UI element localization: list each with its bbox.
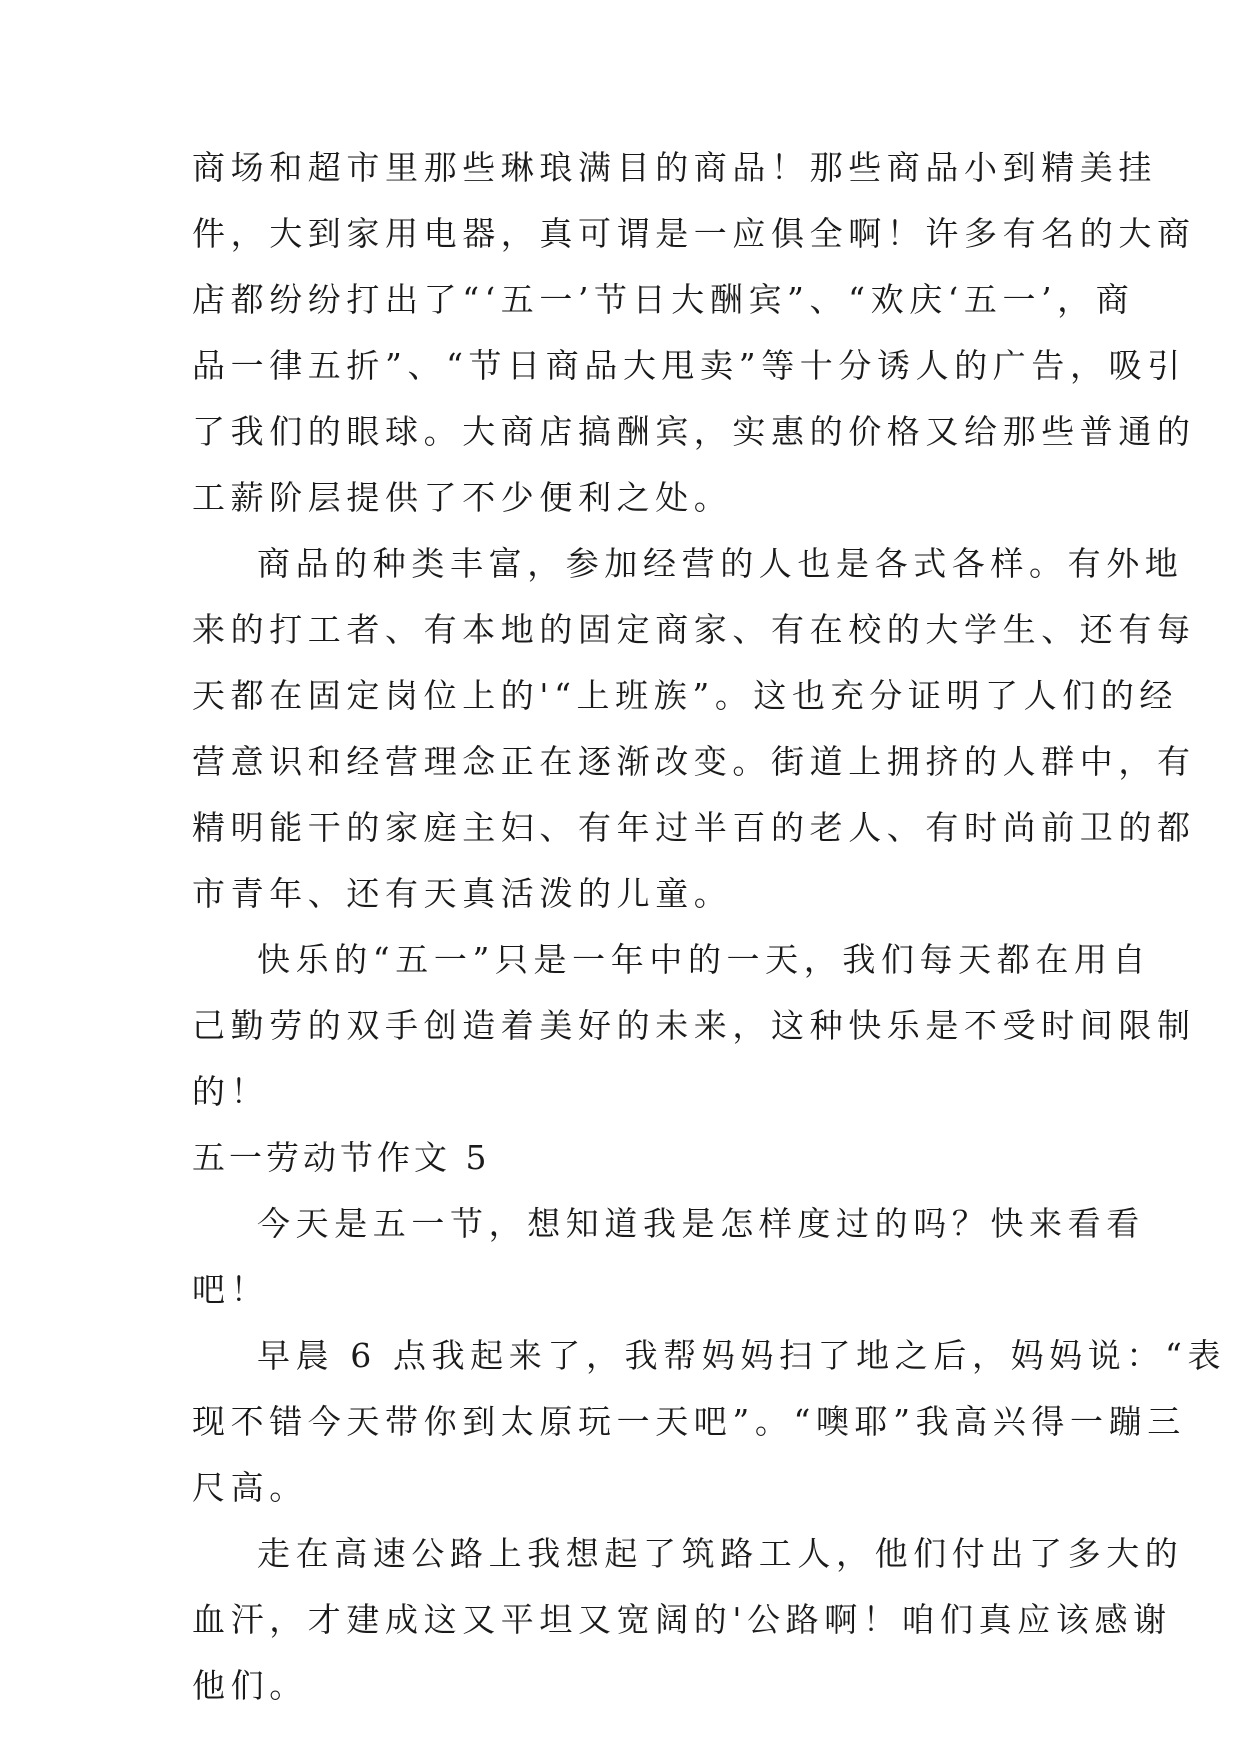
text-line: 他们。: [192, 1666, 308, 1705]
text-line: 店都纷纷打出了“‘五一’节日大酬宾”、“欢庆‘五一’，商: [192, 280, 1135, 319]
text-line: 件，大到家用电器，真可谓是一应俱全啊！许多有名的大商: [192, 214, 1196, 253]
text-line: 己勤劳的双手创造着美好的未来，这种快乐是不受时间限制: [192, 1006, 1196, 1045]
text-line: 现不错今天带你到太原玩一天吧”。“噢耶”我高兴得一蹦三: [192, 1402, 1186, 1441]
text-line: 市青年、还有天真活泼的儿童。: [192, 874, 733, 913]
paragraph-first-line: 今天是五一节，想知道我是怎样度过的吗？快来看看: [257, 1204, 1145, 1243]
text-line: 营意识和经营理念正在逐渐改变。街道上拥挤的人群中，有: [192, 742, 1196, 781]
text-line: 品一律五折”、“节日商品大甩卖”等十分诱人的广告，吸引: [192, 346, 1186, 385]
text-line: 来的打工者、有本地的固定商家、有在校的大学生、还有每: [192, 610, 1196, 649]
paragraph-first-line: 走在高速公路上我想起了筑路工人，他们付出了多大的: [257, 1534, 1184, 1573]
paragraph-first-line: 早晨 6 点我起来了，我帮妈妈扫了地之后，妈妈说：“表: [257, 1336, 1227, 1375]
text-line: 了我们的眼球。大商店搞酬宾，实惠的价格又给那些普通的: [192, 412, 1196, 451]
text-line: 血汗，才建成这又平坦又宽阔的'公路啊！咱们真应该感谢: [192, 1600, 1172, 1639]
paragraph-first-line: 商品的种类丰富，参加经营的人也是各式各样。有外地: [257, 544, 1184, 583]
text-line: 商场和超市里那些琳琅满目的商品！那些商品小到精美挂: [192, 148, 1157, 187]
paragraph-first-line: 快乐的“五一”只是一年中的一天，我们每天都在用自: [257, 940, 1152, 979]
text-line: 工薪阶层提供了不少便利之处。: [192, 478, 733, 517]
text-line: 精明能干的家庭主妇、有年过半百的老人、有时尚前卫的都: [192, 808, 1196, 847]
section-heading: 五一劳动节作文 5: [192, 1138, 491, 1177]
text-line: 的！: [192, 1072, 270, 1111]
text-line: 吧！: [192, 1270, 270, 1309]
text-line: 尺高。: [192, 1468, 308, 1507]
text-line: 天都在固定岗位上的'“上班族”。这也充分证明了人们的经: [192, 676, 1179, 715]
